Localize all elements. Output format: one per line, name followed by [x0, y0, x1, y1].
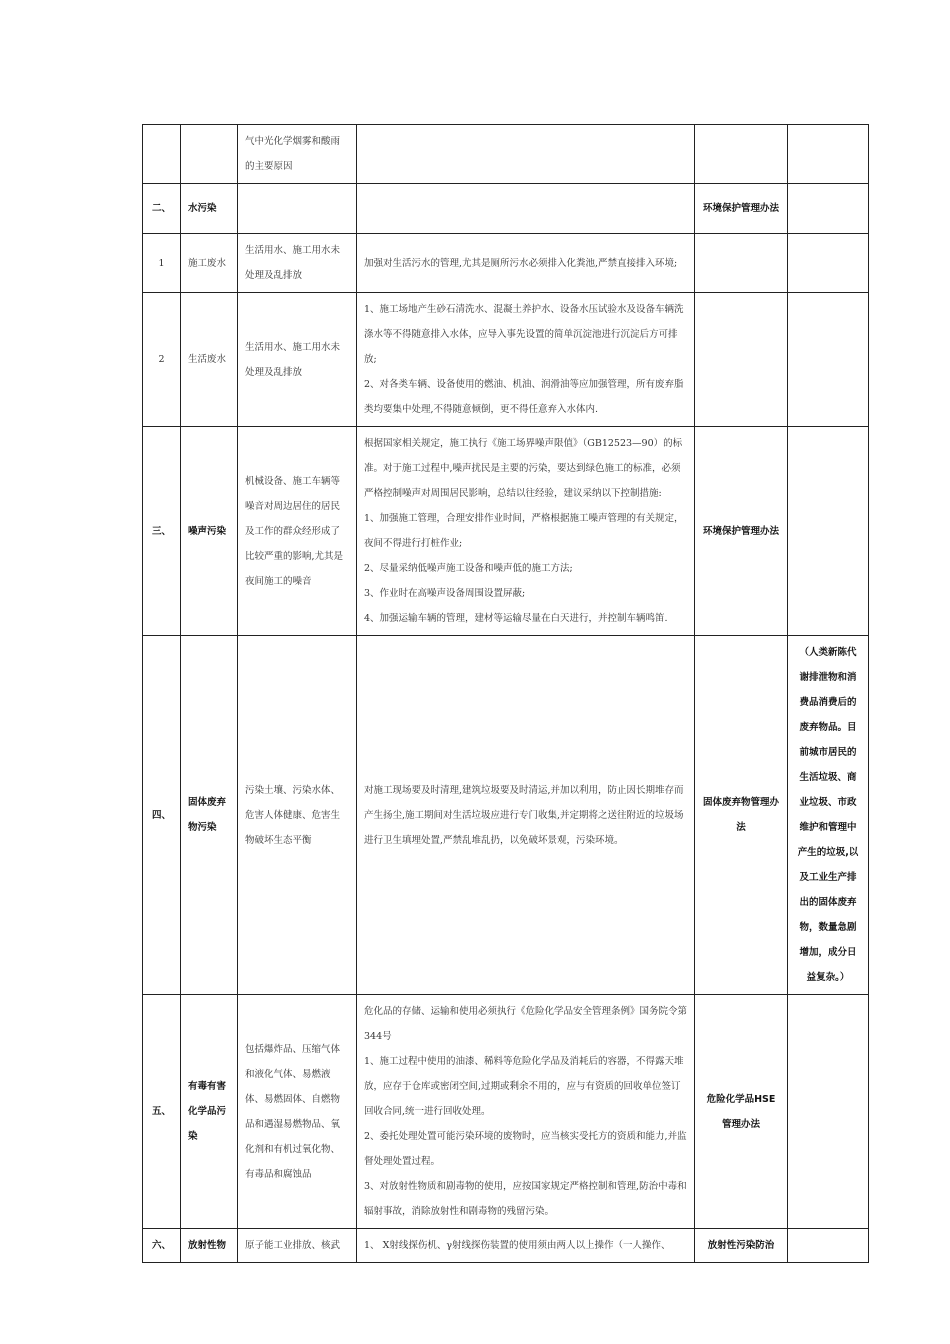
measure-item: 1、 X射线探伤机、γ射线探伤装置的使用须由两人以上操作（一人操作、	[364, 1240, 671, 1251]
table-row	[143, 293, 869, 427]
measure-item: 2、委托处理处置可能污染环境的废物时，应当核实受托方的资质和能力,并监督处理处置过程。	[364, 1131, 687, 1167]
regulation	[695, 293, 788, 427]
measure-item: 4、加强运输车辆的管理，建材等运输尽量在白天进行，并控制车辆鸣笛.	[364, 613, 668, 624]
table-row	[143, 234, 869, 293]
pollution-cause: 气中光化学烟雾和酸雨的主要原因	[238, 125, 357, 184]
note: （人类新陈代谢排泄物和消费品消费后的废弃物品。目前城市居民的生活垃圾、商业垃圾、市政维护和管理中产生的垃圾,以及工业生产排出的固体废弃物，数量急剧增加，成分日益复杂。）	[788, 636, 869, 995]
regulation: 环境保护管理办法	[695, 184, 788, 234]
table-row	[143, 184, 869, 234]
pollution-cause: 原子能工业排放、核武	[238, 1229, 357, 1263]
pollution-cause: 污染土壤、污染水体、危害人体健康、危害生物破坏生态平衡	[238, 636, 357, 995]
measure-item: 2、对各类车辆、设备使用的燃油、机油、润滑油等应加强管理，所有废弃脂类均要集中处理,不得随意倾倒，更不得任意弃入水体内.	[364, 379, 684, 415]
table-row	[143, 636, 869, 995]
note	[788, 1229, 869, 1263]
note	[788, 125, 869, 184]
regulation	[695, 234, 788, 293]
pollution-cause: 生活用水、施工用水未处理及乱排放	[238, 293, 357, 427]
regulation: 放射性污染防治	[695, 1229, 788, 1263]
control-measures	[357, 636, 695, 995]
control-measures	[357, 234, 695, 293]
pollution-category	[181, 125, 238, 184]
pollution-category: 水污染	[181, 184, 238, 234]
note	[788, 995, 869, 1229]
control-measures	[357, 125, 695, 184]
measure-item: 1、加强施工管理，合理安排作业时间，严格根据施工噪声管理的有关规定，夜间不得进行打桩作业;	[364, 513, 684, 549]
measure-item: 3、作业时在高噪声设备周围设置屏蔽;	[364, 588, 526, 599]
table-row	[143, 995, 869, 1229]
note	[788, 234, 869, 293]
pollution-cause: 生活用水、施工用水未处理及乱排放	[238, 234, 357, 293]
measure-item: 1、施工场地产生砂石清洗水、混凝土养护水、设备水压试验水及设备车辆洗涤水等不得随意排入水体，应导入事先设置的简单沉淀池进行沉淀后方可排放;	[364, 304, 684, 365]
row-number: 三、	[143, 427, 181, 636]
control-measures	[357, 184, 695, 234]
table-row	[143, 1229, 869, 1263]
row-number: 六、	[143, 1229, 181, 1263]
pollution-category: 生活废水	[181, 293, 238, 427]
control-measures	[357, 427, 695, 636]
control-measures	[357, 293, 695, 427]
pollution-category: 有毒有害化学品污染	[181, 995, 238, 1229]
row-number: 四、	[143, 636, 181, 995]
regulation	[695, 125, 788, 184]
pollution-category: 放射性物	[181, 1229, 238, 1263]
row-number: 1	[143, 234, 181, 293]
regulation: 环境保护管理办法	[695, 427, 788, 636]
note	[788, 427, 869, 636]
measure-item: 加强对生活污水的管理,尤其是厕所污水必须排入化粪池,严禁直接排入环境;	[364, 257, 678, 269]
pollution-cause: 包括爆炸品、压缩气体和液化气体、易燃液体、易燃固体、自燃物品和遇湿易燃物品、氧化剂和有机过氧化物、有毒品和腐蚀品	[238, 995, 357, 1229]
measure-item: 危化品的存储、运输和使用必须执行《危险化学品安全管理条例》国务院令第344号	[364, 1006, 688, 1042]
row-number: 五、	[143, 995, 181, 1229]
control-measures	[357, 1229, 695, 1263]
note	[788, 293, 869, 427]
pollution-cause	[238, 184, 357, 234]
control-measures	[357, 995, 695, 1229]
pollution-category: 施工废水	[181, 234, 238, 293]
row-number: 2	[143, 293, 181, 427]
pollution-category: 固体废弃物污染	[181, 636, 238, 995]
measure-item: 根据国家相关规定，施工执行《施工场界噪声限值》（GB12523—90）的标准。对于施工过程中,噪声扰民是主要的污染，要达到绿色施工的标准，必须严格控制噪声对周围居民影响，总结以往经验，建议采纳以下控制措施:	[364, 438, 683, 499]
note	[788, 184, 869, 234]
measure-item: 1、施工过程中使用的油漆、稀料等危险化学品及消耗后的容器，不得露天堆放，应存于仓库或密闭空间,过期或剩余不用的，应与有资质的回收单位签订回收合同,统一进行回收处理。	[364, 1056, 684, 1117]
table-row	[143, 125, 869, 184]
row-number	[143, 125, 181, 184]
measure-item: 3、对放射性物质和剧毒物的使用，应按国家规定严格控制和管理,防治中毒和辐射事故，消除放射性和剧毒物的残留污染。	[364, 1181, 687, 1217]
pollution-control-table	[142, 124, 869, 1263]
regulation: 危险化学品HSE管理办法	[695, 995, 788, 1229]
regulation: 固体废弃物管理办法	[695, 636, 788, 995]
table-row	[143, 427, 869, 636]
row-number: 二、	[143, 184, 181, 234]
pollution-cause: 机械设备、施工车辆等噪音对周边居住的居民及工作的群众经形成了比较严重的影响,尤其是夜间施工的噪音	[238, 427, 357, 636]
pollution-category: 噪声污染	[181, 427, 238, 636]
measure-item: 对施工现场要及时清理,建筑垃圾要及时清运,并加以利用，防止因长期堆存而产生扬尘,施工期间对生活垃圾应进行专门收集,并定期将之送往附近的垃圾场进行卫生填埋处置,严禁乱堆乱扔，以免破坏景观，污染环境。	[364, 784, 684, 846]
measure-item: 2、尽量采纳低噪声施工设备和噪声低的施工方法;	[364, 563, 573, 574]
